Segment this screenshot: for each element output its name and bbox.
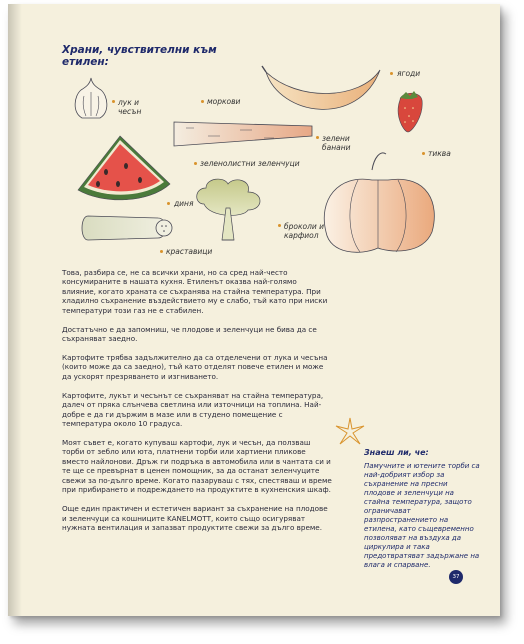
- label-green-bananas: зелени банани: [322, 134, 351, 152]
- page-number: 37: [449, 570, 463, 584]
- watermelon-icon: [78, 136, 170, 200]
- cucumber-icon: [82, 216, 172, 240]
- label-broccoli-cauliflower: броколи и карфиол: [284, 222, 325, 240]
- paragraph: Картофите трябва задължително да са отделечени от лука и чесъна (които може да са заедно), тъй като отделят повече етилен и може да ускорят презряването и изгниването.: [62, 353, 328, 381]
- label-dot: [278, 224, 281, 227]
- section-title: Храни, чувствителни към етилен:: [62, 44, 217, 68]
- book-page: [8, 4, 500, 616]
- produce-illustrations: [8, 4, 500, 264]
- label-dot: [422, 152, 425, 155]
- label-cucumbers: краставици: [166, 247, 213, 256]
- sparkle-icon: [334, 416, 366, 448]
- sidebar-text: Памучните и ютените торби са най-добрият избор за съхранение на пресни плодове и зеленчуци на стайна температура, защото ограничават разпространението на етилена, като същевременно позволяват на въздуха да циркулира и така предотвратяват задържане на влага и спарване.: [364, 462, 480, 569]
- pumpkin-icon: [324, 153, 434, 252]
- label-pumpkin: тиква: [428, 149, 451, 158]
- paragraph: Картофите, лукът и чесънът се съхраняват на стайна температура, далеч от пряка слънчева светлина или източници на топлина. Най-добре е да ги държим в мазе или в студено помещение с температура около 10 градуса.: [62, 390, 324, 429]
- label-dot: [194, 162, 197, 165]
- garlic-icon: [75, 78, 107, 118]
- label-dot: [112, 100, 115, 103]
- label-dot: [201, 100, 204, 103]
- label-garlic-onion: лук и чесън: [118, 98, 142, 116]
- paragraph: Това, разбира се, не са всички храни, но са сред най-често консумираните в нашата кухня. Етиленът оказва най-голямо влияние, когато храната се съхранява на стайна температура. При хладилно съхранение въздействието му е слабо, тъй като при ниски температури този газ не е стабилен.: [62, 268, 328, 315]
- label-leafy-greens: зеленолистни зеленчуци: [200, 159, 300, 168]
- sidebar-title: Знаеш ли, че:: [364, 448, 429, 457]
- label-dot: [160, 250, 163, 253]
- article-body: [62, 268, 332, 542]
- label-watermelon: диня: [174, 199, 194, 208]
- label-carrots: моркови: [207, 97, 241, 106]
- label-berries: ягоди: [397, 69, 421, 78]
- broccoli-icon: [197, 179, 260, 240]
- paragraph: Още един практичен и естетичен вариант за съхранение на плодове и зеленчуци са кошниците KANELMOTT, които също осигуряват нужната вентилация и запазват продуктите свежи за дълго време.: [62, 504, 328, 532]
- label-dot: [316, 136, 319, 139]
- banana-icon: [262, 66, 380, 109]
- carrot-icon: [174, 122, 312, 146]
- label-dot: [390, 72, 393, 75]
- strawberry-icon: [398, 91, 422, 132]
- paragraph: Достатъчно е да запомниш, че плодове и зеленчуци не бива да се съхраняват заедно.: [62, 324, 317, 344]
- label-dot: [167, 202, 170, 205]
- paragraph: Моят съвет е, когато купуваш картофи, лук и чесън, да ползваш торби от зебло или юта, платнени торби или хартиени пликове вместо найлонови. Дръж ги подръка в автомобила или в чантата си и те ще се превърнат в ценен помощник, за да останат зеленчуците свежи за по-дълго време. Когато пазаруваш с тях, спестяваш и време при прибирането и подреждането на продуктите в кухненския шкаф.: [62, 438, 332, 495]
